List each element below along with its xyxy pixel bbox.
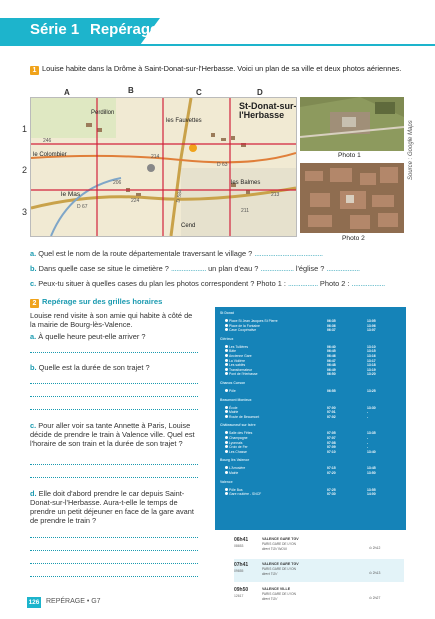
timetable-time-morning: 06:50 [327, 372, 336, 377]
question-2b [30, 363, 200, 372]
question-1c-photo2: Photo 2 : [317, 279, 350, 288]
answer-2d-line-4[interactable] [30, 576, 198, 577]
answer-2d-line-1[interactable] [30, 537, 198, 538]
timetable-time-morning: 07:20 [327, 471, 336, 475]
train-direct: direct TGV [262, 597, 278, 601]
answer-2d-line-3[interactable] [30, 563, 198, 564]
section1-intro [30, 64, 410, 75]
stop-dot-icon [225, 431, 228, 434]
timetable-stop [225, 410, 238, 414]
timetable-time-afternoon: - [367, 414, 369, 419]
section2-intro: Louise rend visite à son amie qui habite à côté de la mairie de Bourg-lès-Valence. [30, 311, 193, 329]
stop-dot-icon [225, 349, 228, 352]
timetable-time-morning: 06:46 [327, 354, 336, 358]
stop-dot-icon [225, 471, 228, 474]
timetable-section-name: Clérieux [220, 336, 234, 341]
timetable-time-morning: 06:37 [327, 328, 336, 333]
timetable-section-name: Bourg lès Valence [220, 458, 250, 463]
timetable-time-afternoon: 13:06 [367, 323, 376, 328]
map-label-balmes: les Balmes [231, 180, 261, 186]
timetable-stop-name: Mairie [229, 410, 239, 415]
timetable-stop [225, 492, 261, 496]
timetable-stop-name: Mairie [229, 471, 239, 475]
map-col-c: C [196, 88, 202, 97]
map-label-colombier: le Colombier [33, 152, 67, 158]
map-label-214: 214 [151, 154, 160, 160]
timetable-stop-name: Champagne [229, 436, 248, 440]
timetable-stop [225, 415, 259, 419]
timetable-time-afternoon: 13:16 [367, 354, 376, 358]
stop-dot-icon [225, 488, 228, 491]
timetable-section-name: St Donat [220, 311, 234, 315]
timetable-stop-name: Ancienne Gare [229, 354, 252, 358]
timetable-stop-name: Les sablés [229, 363, 246, 368]
photo2-caption: Photo 2 [342, 235, 365, 242]
timetable-section-name: Valence [220, 479, 233, 484]
answer-1c-photo2-field[interactable]: ................... [351, 279, 385, 288]
answer-1a-field[interactable]: ....................................... [254, 249, 323, 258]
map-col-d: D [257, 88, 263, 97]
timetable-time-afternoon: 13:35 [367, 431, 376, 436]
timetable-time-afternoon: - [367, 440, 369, 445]
timetable-stop [225, 345, 248, 349]
timetable-stop [225, 324, 260, 328]
timetable-stop [225, 389, 236, 393]
timetable-stop [225, 471, 238, 475]
stop-dot-icon [225, 359, 228, 362]
header-divider [0, 44, 435, 46]
timetable-stop-name: École [229, 405, 238, 410]
stop-dot-icon [225, 345, 228, 348]
train-row [234, 559, 404, 582]
answer-2b-line-1[interactable] [30, 383, 198, 384]
timetable-stop [225, 354, 252, 358]
timetable-stop [225, 436, 247, 440]
timetable-stop-name: Pôle Bus [229, 487, 243, 492]
page-header [0, 0, 435, 46]
timetable-stop-name: Place St Jean Jacques St Pierre [229, 319, 278, 323]
town-map [30, 97, 297, 237]
question-1c-text: Peux-tu situer à quelles cases du plan les photos correspondent ? Photo 1 : [38, 279, 286, 288]
timetable-section-name: Beaumont Monteux [220, 397, 252, 402]
map-label-perdillon: Perdillon [91, 110, 115, 116]
answer-2c-line-1[interactable] [30, 464, 198, 465]
question-2c-text: Pour aller voir sa tante Annette à Paris, Louise décide de prendre le train à Valence ville. Quel est l'horaire de son train et la durée de son trajet ? [30, 421, 195, 448]
timetable-time-afternoon: 13:19 [367, 367, 376, 372]
train-row [234, 584, 404, 607]
page-number: 126 [28, 599, 40, 606]
map-label-town: St-Donat-sur-l'Herbasse [239, 101, 297, 120]
section2-number: 2 [30, 299, 39, 308]
timetable-stop [225, 406, 237, 410]
timetable-time-afternoon: 14:00 [367, 492, 376, 497]
train-via: PARIS GARE DE LYON [262, 542, 296, 546]
timetable-time-morning: 07:07 [327, 436, 336, 440]
timetable-stop [225, 319, 278, 323]
timetable-time-morning: 06:35 [327, 319, 336, 323]
answer-1b-church-field[interactable]: ................... [326, 264, 360, 273]
question-1a [30, 249, 323, 258]
timetable-stop [225, 445, 248, 449]
map-label-cend: Cend [181, 223, 196, 229]
stop-dot-icon [225, 436, 228, 439]
question-2b-letter: b. [30, 363, 37, 372]
timetable-stop-name: La Violière [229, 358, 245, 363]
timetable-stop-name: Les Tuilières [229, 344, 249, 349]
timetable-time-afternoon: - [367, 445, 369, 450]
answer-1b-water-field[interactable]: ................... [260, 264, 294, 273]
timetable-time-afternoon: 13:07 [367, 328, 376, 333]
timetable-stop [225, 441, 242, 445]
timetable-time-afternoon: 13:18 [367, 363, 376, 368]
timetable-stop-name: Lyonnais [229, 440, 243, 445]
question-2a-letter: a. [30, 332, 37, 341]
stop-dot-icon [225, 389, 228, 392]
timetable-time-morning: 07:00 [327, 405, 336, 410]
timetable-stop-name: Route de Beaumont [229, 414, 260, 419]
question-1a-text: Quel est le nom de la route départementale traversant le village ? [38, 249, 253, 258]
stop-dot-icon [225, 328, 228, 331]
train-number: 09655 [234, 569, 244, 573]
timetable-stop-name: Place de la Fontaine [229, 323, 260, 328]
timetable-stop-name: Transformateur [229, 367, 253, 372]
train-destination: VALENCE GARE TGV [262, 562, 299, 566]
timetable-time-afternoon: 13:10 [367, 344, 376, 349]
question-1b-text: Dans quelle case se situe le cimetière ? [38, 264, 169, 273]
timetable-time-morning: 07:30 [327, 492, 336, 497]
timetable-stop-name: L'Arrosière [229, 466, 246, 471]
train-duration: ⊙ 2h27 [369, 596, 381, 600]
timetable-stop-name: Pôle [229, 389, 236, 393]
train-time: 09h50 [234, 587, 249, 593]
aerial-photo-1-image [300, 97, 404, 151]
train-duration: ⊙ 2h13 [369, 571, 381, 575]
answer-1b-cemetery-field[interactable]: .................... [170, 264, 207, 273]
timetable-stop-name: Pont de l'Herbasse [229, 372, 258, 377]
train-time: 06h41 [234, 537, 249, 543]
timetable-time-morning: 07:25 [327, 487, 336, 492]
timetable-time-morning: 07:05 [327, 431, 336, 436]
timetable-time-morning: 06:55 [327, 389, 336, 393]
question-2b-text: Quelle est la durée de son trajet ? [38, 363, 150, 372]
timetable-stop-name: Croix de Fer [229, 445, 248, 450]
timetable-time-afternoon: 13:40 [367, 449, 376, 454]
timetable-time-afternoon: 13:45 [367, 466, 376, 471]
timetable-time-morning: 06:49 [327, 367, 336, 372]
question-2a-text: À quelle heure peut-elle arriver ? [38, 332, 146, 341]
timetable-stop-name: Bâte [229, 349, 236, 354]
timetable-stop [225, 372, 258, 376]
answer-2d-line-2[interactable] [30, 550, 198, 551]
map-label-d63: D 63 [217, 162, 228, 168]
answer-1c-photo1-field[interactable]: ................. [288, 279, 318, 288]
timetable-section-name: Chanos Curson [220, 381, 246, 385]
question-2d [30, 489, 200, 525]
timetable-stop-name: Cave Coopérative [229, 328, 257, 333]
train-row [234, 534, 404, 557]
footer-text: REPÉRAGE • G7 [46, 598, 101, 605]
timetable-time-afternoon: 13:05 [367, 319, 376, 323]
aerial-photo-2 [300, 163, 404, 233]
stop-dot-icon [225, 363, 228, 366]
stop-dot-icon [225, 415, 228, 418]
map-label-d67: D 67 [77, 204, 88, 210]
stop-dot-icon [225, 319, 228, 322]
aerial-photo-1 [300, 97, 404, 151]
question-2c-letter: c. [30, 421, 37, 430]
map-label-246: 246 [43, 138, 52, 144]
question-1b-letter: b. [30, 264, 37, 273]
map-row-1: 1 [22, 124, 28, 134]
question-1b-church: l'église ? [293, 264, 325, 273]
timetable-time-afternoon: 13:17 [367, 358, 376, 363]
stop-dot-icon [225, 466, 228, 469]
photo1-caption: Photo 1 [338, 152, 361, 159]
timetable-stop [225, 488, 243, 492]
section1-number: 1 [30, 66, 39, 75]
stop-dot-icon [225, 354, 228, 357]
timetable-time-morning: 06:40 [327, 344, 336, 349]
map-label-fauvettes: les Fauvettes [166, 118, 202, 124]
question-1b [30, 264, 360, 273]
answer-2a-line[interactable] [30, 352, 198, 353]
answer-2c-line-2[interactable] [30, 477, 198, 478]
map-label-mas: le Mas [61, 191, 81, 198]
stop-dot-icon [225, 410, 228, 413]
timetable-time-afternoon: 13:25 [367, 389, 376, 393]
timetable-stop-name: Salle des Fêtes [229, 431, 253, 436]
timetable-stop [225, 359, 245, 363]
train-direct: direct TGV [262, 572, 278, 576]
timetable-time-morning: 07:10 [327, 449, 336, 454]
map-label-224: 224 [131, 198, 140, 204]
timetable-time-morning: 06:48 [327, 363, 336, 368]
answer-2b-line-3[interactable] [30, 409, 198, 410]
timetable-time-afternoon: - [367, 436, 369, 440]
section2-title: Repérage sur des grilles horaires [42, 297, 163, 306]
timetable-time-morning: 07:02 [327, 414, 336, 419]
section1-intro-text: Louise habite dans la Drôme à Saint-Donat-sur-l'Herbasse. Voici un plan de sa ville et deux photos aériennes. [42, 64, 402, 73]
map-label-206: 206 [113, 180, 122, 186]
timetable-time-morning: 06:45 [327, 349, 336, 354]
train-destination: VALENCE GARE TGV [262, 537, 299, 541]
question-1c-letter: c. [30, 279, 37, 288]
timetable-stop-name: Gare routière - SNCF [229, 492, 262, 497]
bus-timetable [215, 307, 406, 530]
timetable-time-morning: 07:08 [327, 440, 336, 445]
timetable-time-afternoon: 13:15 [367, 349, 376, 354]
timetable-section-name: Châteauneuf sur Isère [220, 423, 256, 428]
train-number: 12617 [234, 594, 244, 598]
map-label-213: 213 [271, 192, 280, 198]
train-number: 08653 [234, 544, 244, 548]
question-2d-text: Elle doit d'abord prendre le car depuis Saint-Donat-sur-l'Herbasse. Aura-t-elle le temps de prendre un petit déjeuner en face de la gare avant de prendre le train ? [30, 489, 194, 525]
stop-dot-icon [225, 441, 228, 444]
serie-label: Série 1 [30, 21, 80, 38]
question-2a [30, 332, 200, 341]
question-1a-letter: a. [30, 249, 37, 258]
stop-dot-icon [225, 372, 228, 375]
timetable-time-afternoon: - [367, 410, 369, 415]
stop-dot-icon [225, 406, 228, 409]
train-duration: ⊙ 2h12 [369, 546, 381, 550]
aerial-photo-2-image [300, 163, 404, 233]
stop-dot-icon [225, 450, 228, 453]
stop-dot-icon [225, 445, 228, 448]
timetable-stop [225, 466, 245, 470]
page-title: Repérage [90, 21, 159, 38]
timetable-stop [225, 431, 252, 435]
timetable-time-afternoon: 13:50 [367, 471, 376, 475]
train-via: PARIS GARE DE LYON [262, 592, 296, 596]
stop-dot-icon [225, 324, 228, 327]
timetable-time-afternoon: 13:55 [367, 487, 376, 492]
question-2c [30, 421, 200, 448]
timetable-time-morning: 06:36 [327, 323, 336, 328]
train-via: PARIS GARE DE LYON [262, 567, 296, 571]
train-direct: direct TGV INOUI [262, 547, 287, 551]
question-2d-letter: d. [30, 489, 37, 498]
train-time: 07h41 [234, 562, 249, 568]
timetable-time-morning: 07:09 [327, 445, 336, 450]
timetable-stop-name: Les Chasse [229, 449, 247, 454]
question-1b-water: un plan d'eau ? [206, 264, 259, 273]
map-row-2: 2 [22, 165, 28, 175]
question-1c [30, 279, 385, 288]
timetable-stop [225, 349, 236, 353]
map-label-d584: D 584 [175, 188, 184, 204]
stop-dot-icon [225, 368, 228, 371]
map-col-a: A [64, 88, 70, 97]
timetable-time-morning: 06:47 [327, 358, 336, 363]
timetable-time-morning: 07:01 [327, 410, 336, 415]
timetable-time-morning: 07:15 [327, 466, 336, 471]
timetable-stop [225, 450, 247, 454]
section2-heading [30, 297, 162, 308]
map-col-b: B [128, 86, 134, 95]
timetable-stop [225, 328, 256, 332]
timetable-time-afternoon: 13:30 [367, 405, 376, 410]
answer-2b-line-2[interactable] [30, 396, 198, 397]
timetable-stop [225, 368, 252, 372]
train-destination: VALENCE VILLE [262, 587, 291, 591]
timetable-time-afternoon: 13:20 [367, 372, 376, 377]
timetable-stop [225, 363, 245, 367]
map-label-211: 211 [241, 208, 249, 214]
map-row-3: 3 [22, 207, 28, 217]
source-note: Source : Google Maps [408, 120, 414, 180]
stop-dot-icon [225, 492, 228, 495]
